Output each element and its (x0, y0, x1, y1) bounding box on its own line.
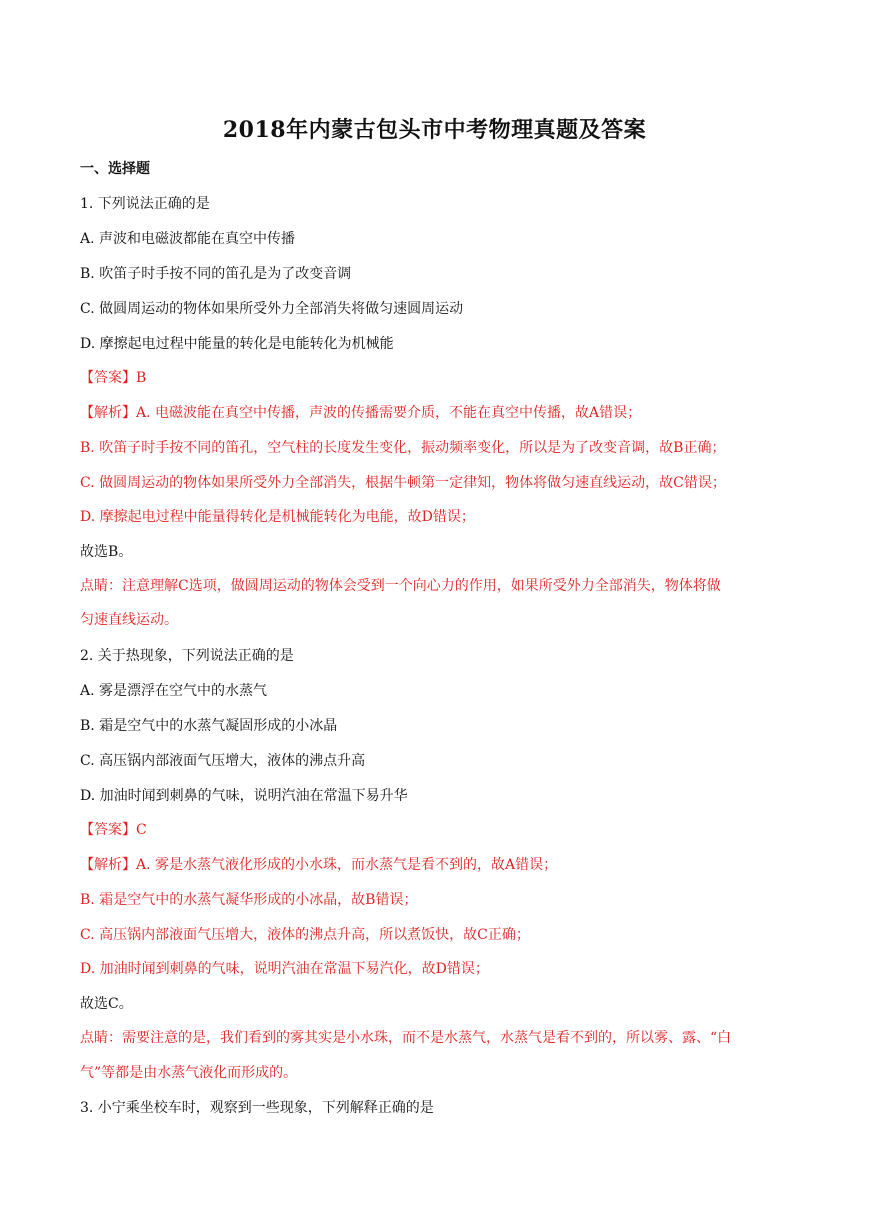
q1-option-d: D. 摩擦起电过程中能量的转化是电能转化为机械能 (80, 336, 394, 352)
section-heading: 一、选择题 (80, 161, 150, 177)
q1-option-c: C. 做圆周运动的物体如果所受外力全部消失将做匀速圆周运动 (80, 301, 464, 317)
q2-tip-line1: 点睛：需要注意的是，我们看到的雾其实是小水珠，而不是水蒸气，水蒸气是看不到的，所以雾、露、“白 (80, 1030, 732, 1046)
q1-explanation-d: D. 摩擦起电过程中能量得转化是机械能转化为电能，故D错误； (80, 509, 475, 525)
q2-option-a: A. 雾是漂浮在空气中的水蒸气 (80, 683, 268, 699)
q2-option-b: B. 霜是空气中的水蒸气凝固形成的小冰晶 (80, 718, 338, 734)
q1-tip-line1: 点睛：注意理解C选项，做圆周运动的物体会受到一个向心力的作用，如果所受外力全部消失，物体将做 (80, 578, 721, 594)
q2-explanation-b: B. 霜是空气中的水蒸气凝华形成的小冰晶，故B错误； (80, 892, 418, 908)
q1-explanation-c: C. 做圆周运动的物体如果所受外力全部消失，根据牛顿第一定律知，物体将做匀速直线运动，故C错误； (80, 475, 726, 491)
q2-tip-line2: 气”等都是由水蒸气液化而形成的。 (80, 1065, 298, 1081)
q2-explanation-d: D. 加油时闻到刺鼻的气味，说明汽油在常温下易汽化，故D错误； (80, 961, 489, 977)
q2-answer: 【答案】C (80, 822, 147, 838)
q1-choose: 故选B。 (80, 544, 133, 560)
q2-option-c: C. 高压锅内部液面气压增大，液体的沸点升高 (80, 753, 366, 769)
q2-stem: 2. 关于热现象，下列说法正确的是 (80, 648, 294, 664)
q2-option-d: D. 加油时闻到刺鼻的气味，说明汽油在常温下易升华 (80, 788, 408, 804)
q1-explanation-a: 【解析】A. 电磁波能在真空中传播，声波的传播需要介质，不能在真空中传播，故A错误； (80, 405, 642, 421)
q3-stem: 3. 小宁乘坐校车时，观察到一些现象，下列解释正确的是 (80, 1100, 434, 1116)
q2-choose: 故选C。 (80, 996, 133, 1012)
q1-answer: 【答案】B (80, 370, 147, 386)
document-title: 2018年内蒙古包头市中考物理真题及答案 (222, 117, 647, 143)
q1-tip-line2: 匀速直线运动。 (80, 612, 178, 628)
q1-option-b: B. 吹笛子时手按不同的笛孔是为了改变音调 (80, 266, 352, 282)
q1-explanation-b: B. 吹笛子时手按不同的笛孔，空气柱的长度发生变化，振动频率变化，所以是为了改变音调，故B正确； (80, 440, 726, 456)
q2-explanation-a: 【解析】A. 雾是水蒸气液化形成的小水珠，而水蒸气是看不到的，故A错误； (80, 857, 558, 873)
q1-stem: 1. 下列说法正确的是 (80, 196, 210, 212)
q2-explanation-c: C. 高压锅内部液面气压增大，液体的沸点升高，所以煮饭快，故C正确； (80, 927, 530, 943)
q1-option-a: A. 声波和电磁波都能在真空中传播 (80, 231, 296, 247)
